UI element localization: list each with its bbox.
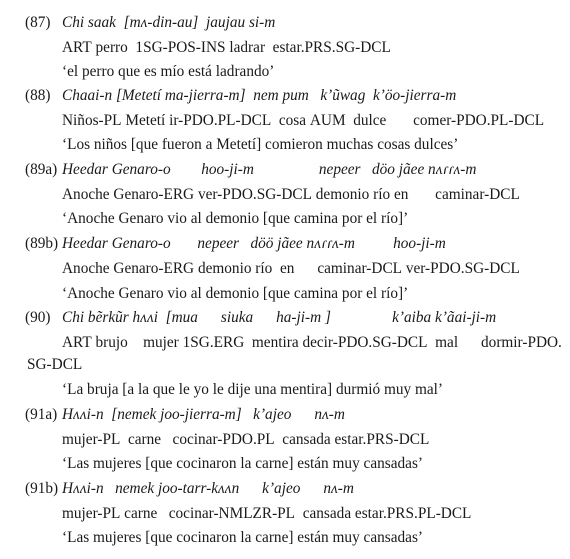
example-number: (89a)	[25, 161, 58, 178]
example-source-line: Chi saak [mʌ-din-au] jaujau si-m	[62, 14, 276, 31]
example-source-line: Heedar Genaro-o hoo-ji-m nepeer döo jãee nʌɾɾʌ-m	[62, 161, 477, 178]
example-gloss-continuation: SG-DCL	[27, 356, 83, 373]
example-number: (89b)	[25, 235, 59, 252]
example-gloss-line: mujer-PL carne cocinar-PDO.PL cansada estar.PRS-DCL	[62, 431, 430, 448]
example-gloss-line: mujer-PL carne cocinar-NMLZR-PL cansada estar.PRS.PL-DCL	[62, 505, 472, 522]
example-gloss-line: ART perro 1SG-POS-INS ladrar estar.PRS.SG-DCL	[62, 39, 391, 56]
example-gloss-line: Anoche Genaro-ERG ver-PDO.SG-DCL demonio río en caminar-DCL	[62, 186, 520, 203]
example-translation-line: ‘Las mujeres [que cocinaron la carne] están muy cansadas’	[62, 529, 424, 546]
example-source-line: Hʌʌi-n [nemek joo-jierra-m] k’ajeo nʌ-m	[62, 406, 345, 423]
example-translation-line: ‘La bruja [a la que le yo le dije una mentira] durmió muy mal’	[62, 381, 444, 398]
example-source-line: Chi bẽrkũr hʌʌi [mua siuka ha-ji-m ] k’aiba k’ãai-ji-m	[62, 309, 497, 326]
example-source-line: Heedar Genaro-o nepeer döö jãee nʌɾɾʌ-m hoo-ji-m	[62, 235, 446, 252]
example-translation-line: ‘Los niños [que fueron a Metetí] comieron muchas cosas dulces’	[62, 136, 459, 153]
example-translation-line: ‘Anoche Genaro vio al demonio [que camina por el río]’	[62, 210, 409, 227]
example-number: (88)	[25, 87, 51, 104]
example-source-line: Hʌʌi-n nemek joo-tarr-kʌʌn k’ajeo nʌ-m	[62, 480, 354, 497]
example-gloss-line: Anoche Genaro-ERG demonio río en caminar-DCL ver-PDO.SG-DCL	[62, 260, 520, 277]
example-source-line: Chaai-n [Metetí ma-jierra-m] nem pum k’ũwag k’öo-jierra-m	[62, 87, 457, 104]
example-gloss-line: ART brujo mujer 1SG.ERG mentira decir-PDO.SG-DCL mal dormir-PDO.	[62, 334, 562, 351]
example-number: (87)	[25, 14, 51, 31]
example-number: (91a)	[25, 406, 58, 423]
example-number: (91b)	[25, 480, 59, 497]
example-translation-line: ‘Las mujeres [que cocinaron la carne] están muy cansadas’	[62, 455, 424, 472]
example-translation-line: ‘el perro que es mío está ladrando’	[62, 63, 275, 80]
example-translation-line: ‘Anoche Genaro vio al demonio [que camina por el río]’	[62, 285, 409, 302]
example-gloss-line: Niños-PL Metetí ir-PDO.PL-DCL cosa AUM dulce comer-PDO.PL-DCL	[62, 112, 545, 129]
example-number: (90)	[25, 309, 51, 326]
